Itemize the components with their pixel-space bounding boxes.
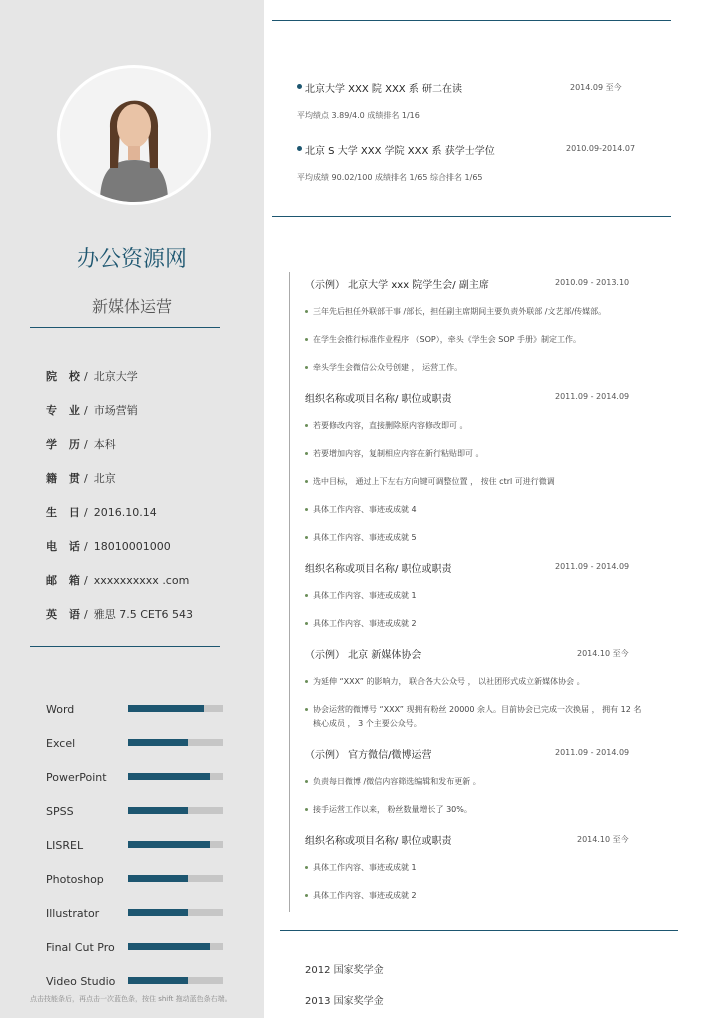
skill-bar-fill	[128, 875, 188, 882]
experience-bullet: 具体工作内容、事迹或成就 2	[313, 619, 417, 628]
info-key: 学 历	[46, 438, 84, 451]
info-slash: /	[84, 472, 88, 485]
divider	[30, 327, 220, 328]
skill-bar-fill	[128, 841, 210, 848]
experience-date: 2014.10 至今	[577, 835, 629, 844]
skill-name: Excel	[46, 737, 76, 750]
skill-name: LISREL	[46, 839, 84, 852]
experience-title: 组织名称或项目名称/ 职位或职责	[305, 836, 452, 847]
profile-photo	[60, 68, 208, 202]
info-row	[46, 402, 138, 418]
skill-bar-fill	[128, 943, 210, 950]
bullet-dot	[305, 808, 308, 811]
skill-bar[interactable]	[128, 705, 223, 712]
skill-name: SPSS	[46, 805, 74, 818]
info-key: 英 语	[46, 608, 84, 621]
info-slash: /	[84, 506, 88, 519]
skill-bar[interactable]	[128, 943, 223, 950]
skill-bar-fill	[128, 807, 188, 814]
experience-bullet: 协会运营的微博号 “XXX” 现拥有粉丝 20000 余人。目前协会已完成一次换届 ， 拥有 12 名	[313, 705, 642, 714]
info-row	[46, 368, 138, 384]
bullet-dot	[305, 536, 308, 539]
info-key: 邮 箱	[46, 574, 84, 587]
experience-bullet: 具体工作内容、事迹或成就 1	[313, 591, 417, 600]
info-value: 北京大学	[93, 370, 138, 383]
experience-bullet: 具体工作内容、事迹或成就 5	[313, 533, 417, 542]
education-title: 北京大学 XXX 院 XXX 系 研二在读	[305, 84, 462, 95]
experience-bullet: 牵头学生会微信公众号创建 ， 运营工作。	[313, 363, 463, 372]
bullet-dot	[305, 894, 308, 897]
bullet-dot	[305, 480, 308, 483]
info-row	[46, 436, 116, 452]
skill-name: Video Studio	[46, 975, 116, 988]
bullet-dot	[305, 594, 308, 597]
bullet-dot	[305, 338, 308, 341]
skill-bar-fill	[128, 705, 204, 712]
skill-bar-fill	[128, 739, 188, 746]
info-key: 专 业	[46, 404, 84, 417]
info-value: 雅思 7.5 CET6 543	[93, 608, 194, 621]
experience-bullet: 接手运营工作以来， 粉丝数量增长了 30%。	[313, 805, 472, 814]
skill-bar[interactable]	[128, 841, 223, 848]
sidebar	[0, 0, 264, 1018]
education-date: 2014.09 至今	[570, 83, 622, 92]
skill-bar[interactable]	[128, 977, 223, 984]
bullet-dot	[305, 866, 308, 869]
experience-date: 2014.10 至今	[577, 649, 629, 658]
experience-title: （示例） 北京 新媒体协会	[305, 650, 422, 661]
info-value: 本科	[93, 438, 116, 451]
skill-bar-fill	[128, 977, 188, 984]
bullet-dot	[297, 146, 302, 151]
experience-bullet: 负责每日微博 /微信内容筛选编辑和发布更新 。	[313, 777, 481, 786]
education-detail: 平均成绩 90.02/100 成绩排名 1/65 综合排名 1/65	[297, 173, 483, 182]
divider	[280, 930, 678, 931]
info-row	[46, 538, 171, 554]
experience-date: 2011.09 - 2014.09	[555, 748, 630, 757]
award-item: 2012 国家奖学金	[305, 965, 384, 976]
info-key: 院 校	[46, 370, 84, 383]
education-detail: 平均绩点 3.89/4.0 成绩排名 1/16	[297, 111, 420, 120]
experience-title: （示例） 北京大学 xxx 院学生会/ 副主席	[305, 280, 489, 291]
skill-name: PowerPoint	[46, 771, 107, 784]
experience-title: 组织名称或项目名称/ 职位或职责	[305, 564, 452, 575]
experience-bullet: 若要增加内容，复制相应内容在新行粘贴即可 。	[313, 449, 484, 458]
skill-bar[interactable]	[128, 875, 223, 882]
info-value: 18010001000	[93, 540, 171, 553]
bullet-dot	[305, 708, 308, 711]
divider	[272, 20, 671, 21]
education-title: 北京 S 大学 XXX 学院 XXX 系 获学士学位	[305, 146, 495, 157]
info-slash: /	[84, 540, 88, 553]
info-slash: /	[84, 574, 88, 587]
info-value: 北京	[93, 472, 116, 485]
bullet-dot	[305, 780, 308, 783]
bullet-dot	[305, 452, 308, 455]
skill-bar[interactable]	[128, 909, 223, 916]
divider	[272, 216, 671, 217]
info-row	[46, 470, 116, 486]
info-slash: /	[84, 438, 88, 451]
bullet-dot	[297, 84, 302, 89]
skill-bar[interactable]	[128, 807, 223, 814]
experience-bullet: 为延伸 “XXX” 的影响力， 联合各大公众号 ， 以社团形式成立新媒体协会 。	[313, 677, 585, 686]
divider	[30, 646, 220, 647]
skill-name: Illustrator	[46, 907, 100, 920]
experience-date: 2011.09 - 2014.09	[555, 392, 630, 401]
experience-bullet: 在学生会推行标准作业程序 （SOP），牵头《学生会 SOP 手册》制定工作。	[313, 335, 582, 344]
info-row	[46, 606, 193, 622]
skill-bar[interactable]	[128, 773, 223, 780]
info-value: xxxxxxxxxx .com	[93, 574, 190, 587]
experience-bullet: 具体工作内容、事迹或成就 1	[313, 863, 417, 872]
experience-bullet: 具体工作内容、事迹或成就 4	[313, 505, 417, 514]
experience-bullet: 三年先后担任外联部干事 /部长，担任副主席期间主要负责外联部 /文艺部/传媒部。	[313, 307, 607, 316]
skill-name: Word	[46, 703, 75, 716]
skill-bar[interactable]	[128, 739, 223, 746]
skill-bar-fill	[128, 909, 188, 916]
skill-name: Final Cut Pro	[46, 941, 115, 954]
experience-date: 2010.09 - 2013.10	[555, 278, 630, 287]
bullet-dot	[305, 310, 308, 313]
info-key: 电 话	[46, 540, 84, 553]
skill-name: Photoshop	[46, 873, 104, 886]
info-value: 市场营销	[93, 404, 138, 417]
info-key: 生 日	[46, 506, 84, 519]
info-slash: /	[84, 404, 88, 417]
footnote: 点击技能条后，再点击一次蓝色条，按住 shift 拖动蓝色条右端。	[30, 995, 232, 1003]
experience-date: 2011.09 - 2014.09	[555, 562, 630, 571]
experience-bullet: 若要修改内容，直接删除原内容修改即可 。	[313, 421, 468, 430]
experience-bullet: 选中目标， 通过上下左右方向键可调整位置 ， 按住 ctrl 可进行微调	[313, 477, 555, 486]
bullet-dot	[305, 366, 308, 369]
skill-bar-fill	[128, 773, 210, 780]
experience-bullet: 具体工作内容、事迹或成就 2	[313, 891, 417, 900]
profile-role: 新媒体运营	[91, 297, 172, 316]
bullet-dot	[305, 508, 308, 511]
info-key: 籍 贯	[46, 472, 84, 485]
award-item: 2013 国家奖学金	[305, 996, 384, 1007]
experience-title: 组织名称或项目名称/ 职位或职责	[305, 394, 452, 405]
bullet-dot	[305, 424, 308, 427]
info-row	[46, 504, 157, 520]
experience-title: （示例） 官方微信/微博运营	[305, 750, 432, 761]
info-slash: /	[84, 370, 88, 383]
timeline-line	[289, 272, 290, 912]
bullet-dot	[305, 680, 308, 683]
bullet-dot	[305, 622, 308, 625]
info-slash: /	[84, 608, 88, 621]
info-row	[46, 572, 189, 588]
profile-name: 办公资源网	[76, 247, 187, 272]
education-date: 2010.09-2014.07	[566, 144, 636, 153]
info-value: 2016.10.14	[93, 506, 157, 519]
experience-bullet: 核心成员 ， 3 个主要公众号。	[313, 719, 422, 728]
